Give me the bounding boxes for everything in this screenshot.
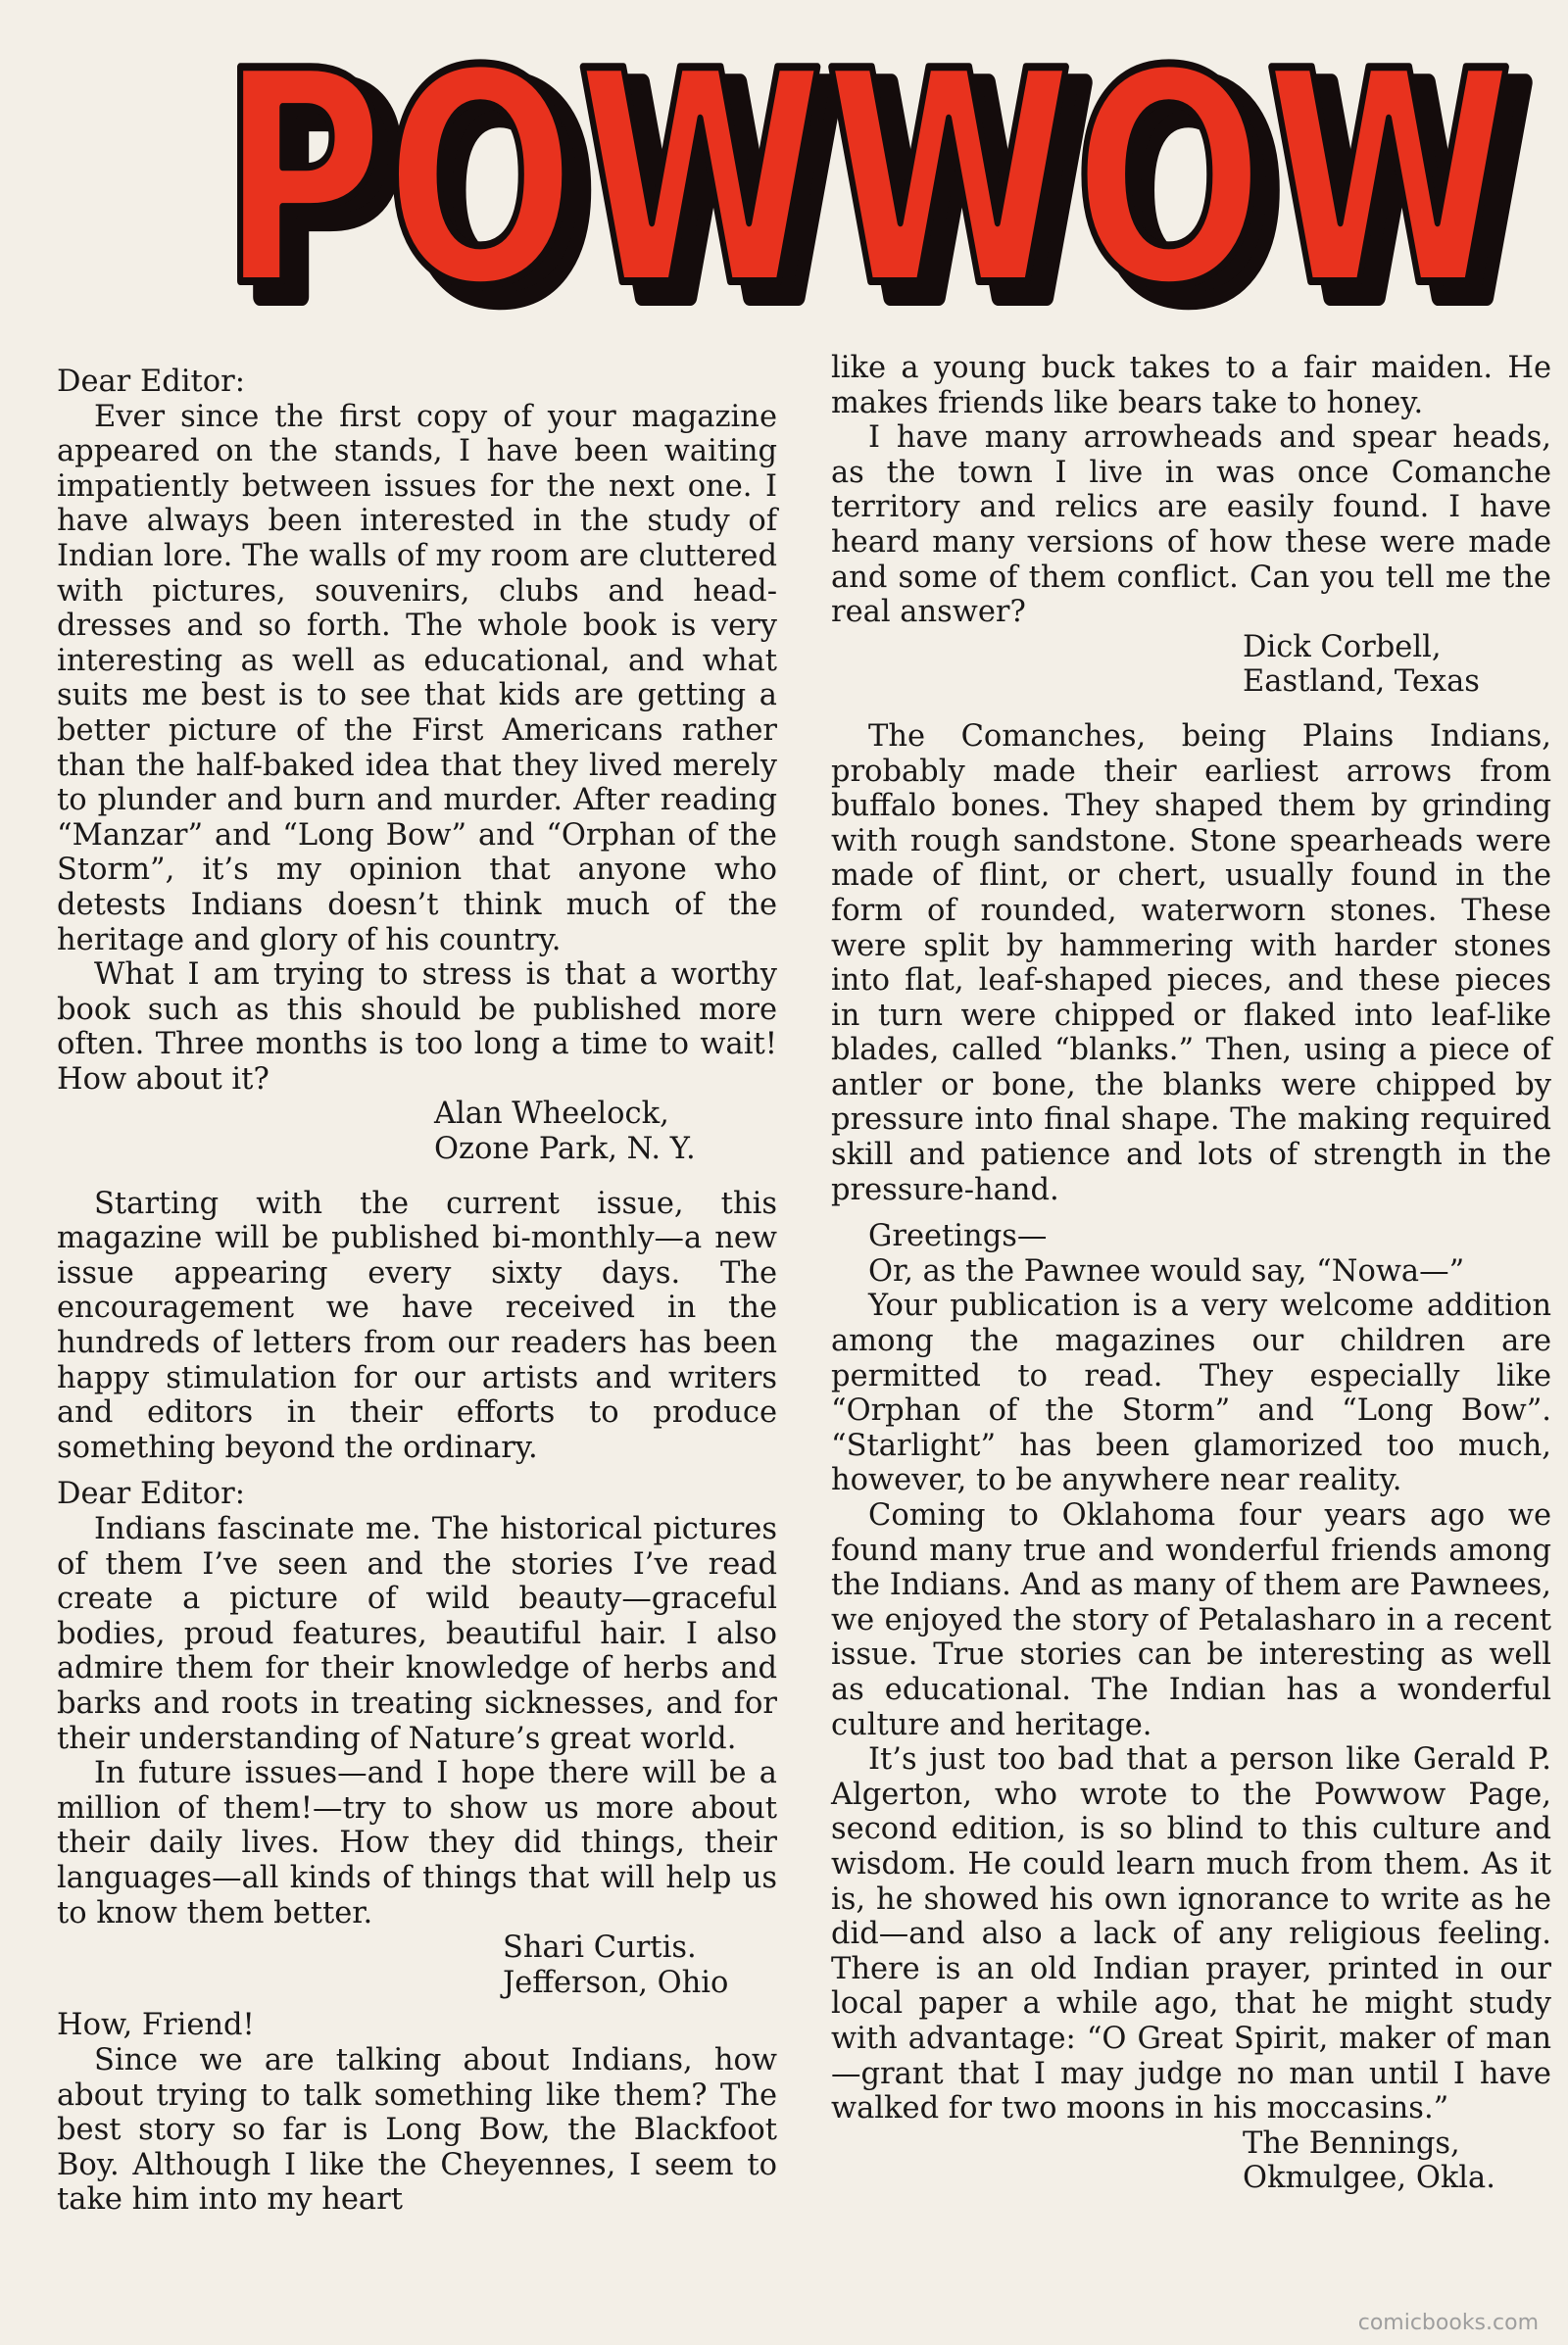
letter-paragraph: Indians fascinate me. The historical pictures of them I’ve seen and the stories I’ve read create a picture of wild beauty—graceful bodies, proud features, beautiful hair. I also admire them for their knowledge of herbs and barks and roots in treating sicknesses, and for their understanding of Nature’s great world. — [57, 1512, 777, 1756]
letter-signature-name: Alan Wheelock, — [434, 1097, 669, 1132]
letter-paragraph: Since we are talking about Indians, how about trying to talk something like them? The best story so far is Long Bow, the Blackfoot Boy. Although I like the Cheyennes, I seem to take him into my heart — [57, 2042, 777, 2218]
letter-salutation: Greetings— — [868, 1219, 1048, 1254]
letter-salutation: How, Friend! — [57, 2008, 255, 2043]
letter-paragraph: Or, as the Pawnee would say, “Nowa—” — [868, 1253, 1465, 1289]
letter-paragraph: Coming to Oklahoma four years ago we found many true and wonderful friends among the Indians. And as many of them are Pawnees, we enjoyed the story of Petalasharo in a recent issue. True stories can be interesting as well as educational. The Indian has a wonderful culture and heritage. — [831, 1498, 1551, 1742]
letter-signature-place: Eastland, Texas — [1243, 664, 1480, 700]
title-face: POWWOW — [220, 24, 1513, 348]
letter-salutation: Dear Editor: — [57, 1477, 245, 1512]
letter-paragraph: What I am trying to stress is that a worthy book such as this should be published more often. Three months is too long a time to wait! How about it? — [57, 957, 777, 1097]
powwow-title-logo — [206, 24, 1548, 348]
letter-signature-name: The Bennings, — [1243, 2125, 1460, 2161]
letter-paragraph: I have many arrowheads and spear heads, as the town I live in was once Comanche territory and relics are easily found. I have heard many versions of how these were made and some of them conflict. Can you tell me the real answer? — [831, 420, 1551, 630]
letter-signature-name: Shari Curtis. — [503, 1930, 697, 1966]
left-column — [57, 353, 777, 2218]
editor-reply: Starting with the current issue, this magazine will be published bi-monthly—a new issue appearing every sixty days. The encouragement we have received in the hundreds of letters from our readers has been happy stimulation for our artists and writers and editors in their efforts to produce something beyond the ordinary. — [57, 1186, 777, 1465]
powwow-masthead — [206, 24, 1548, 348]
letter-paragraph-continued: like a young buck takes to a fair maiden. He makes friends like bears take to honey. — [831, 351, 1551, 420]
letter-paragraph: Your publication is a very welcome addition among the magazines our children are permitted to read. They especially like “Orphan of the Storm” and “Long Bow”. “Starlight” has been glamorized too much, however, to be anywhere near reality. — [831, 1289, 1551, 1498]
letter-signature-place: Jefferson, Ohio — [503, 1965, 729, 2000]
right-column — [831, 353, 1551, 2196]
letter-paragraph: In future issues—and I hope there will be a million of them!—try to show us more about their daily lives. How they did things, their languages—all kinds of things that will help us to know them better. — [57, 1756, 777, 1930]
letter-paragraph: It’s just too bad that a person like Gerald P. Algerton, who wrote to the Powwow Page, second edition, is so blind to this culture and wisdom. He could learn much from them. As it is, he showed his own ignorance to write as he did—and also a lack of any religious feeling. There is an old Indian prayer, printed in our local paper a while ago, that he might study with advantage: “O Great Spirit, maker of man—grant that I may judge no man until I have walked for two moons in his moccasins.” — [831, 1742, 1551, 2126]
letter-signature-place: Okmulgee, Okla. — [1243, 2161, 1495, 2196]
letter-salutation: Dear Editor: — [57, 365, 245, 399]
title-shadow: POWWOW — [239, 24, 1533, 348]
letter-signature-place: Ozone Park, N. Y. — [434, 1132, 696, 1167]
editor-reply: The Comanches, being Plains Indians, probably made their earliest arrows from buffalo bones. They shaped them by grinding with rough sandstone. Stone spearheads were made of flint, or chert, usually found in the form of rounded, waterworn stones. These were split by hammering with harder stones into flat, leaf-shaped pieces, and these pieces in turn were chipped or flaked into leaf-like blades, called “blanks.” Then, using a piece of antler or bone, the blanks were chipped by pressure into final shape. The making required skill and patience and lots of strength in the pressure-hand. — [831, 718, 1551, 1207]
site-watermark: comicbooks.com — [1357, 2311, 1539, 2335]
letter-signature-name: Dick Corbell, — [1243, 629, 1442, 664]
letter-paragraph: Ever since the first copy of your magazine appeared on the stands, I have been waiting impatiently between issues for the next one. I have always been interested in the study of Indian lore. The walls of my room are cluttered with pictures, souvenirs, clubs and head-dresses and so forth. The whole book is very interesting as well as educational, and what suits me best is to see that kids are getting a better picture of the First Americans rather than the half-baked idea that they lived merely to plunder and burn and murder. After reading “Manzar” and “Long Bow” and “Orphan of the Storm”, it’s my opinion that anyone who detests Indians doesn’t think much of the heritage and glory of his country. — [57, 399, 777, 957]
